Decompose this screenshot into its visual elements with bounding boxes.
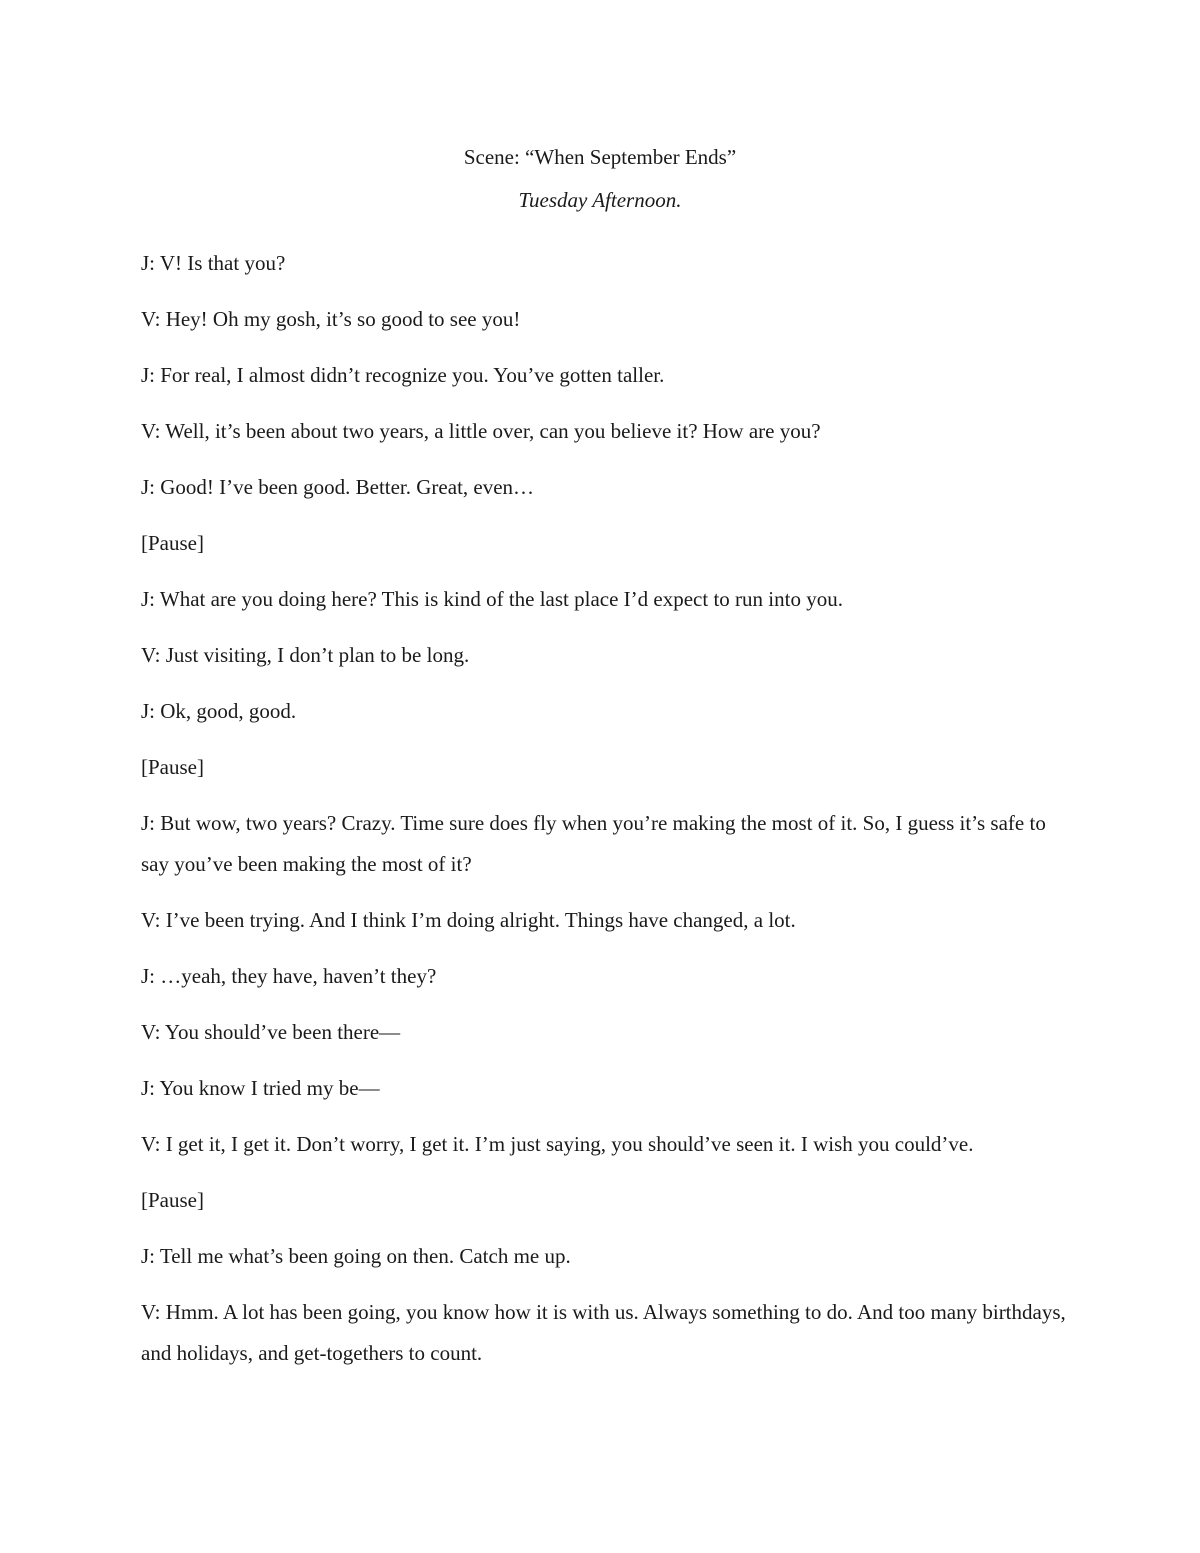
dialogue-line: J: For real, I almost didn’t recognize you. You’ve gotten taller. (141, 363, 665, 387)
scene-title: Scene: “When September Ends” (463, 145, 737, 169)
dialogue-line: V: Well, it’s been about two years, a little over, can you believe it? How are you? (141, 419, 821, 443)
dialogue-line: J: …yeah, they have, haven’t they? (141, 964, 437, 988)
stage-direction: [Pause] (141, 755, 204, 779)
dialogue-line: J: You know I tried my be— (141, 1076, 380, 1100)
dialogue-line: J: Ok, good, good. (141, 699, 297, 723)
dialogue-line: J: V! Is that you? (141, 251, 286, 275)
dialogue-line: V: I’ve been trying. And I think I’m doing alright. Things have changed, a lot. (141, 908, 796, 932)
dialogue-line: V: Hey! Oh my gosh, it’s so good to see you! (141, 307, 521, 331)
dialogue-line: J: Good! I’ve been good. Better. Great, even… (141, 475, 535, 499)
dialogue-line: J: What are you doing here? This is kind of the last place I’d expect to run into you. (141, 587, 843, 611)
dialogue-line: V: Just visiting, I don’t plan to be long. (141, 643, 470, 667)
dialogue-line: V: I get it, I get it. Don’t worry, I get it. I’m just saying, you should’ve seen it. I wish you could’ve. (141, 1132, 974, 1156)
dialogue-line: J: But wow, two years? Crazy. Time sure does fly when you’re making the most of it. So, I guess it’s safe to say you’ve been making the most of it? (141, 811, 1046, 876)
stage-direction: [Pause] (141, 531, 204, 555)
dialogue-line: J: Tell me what’s been going on then. Catch me up. (141, 1244, 571, 1268)
stage-direction: [Pause] (141, 1188, 204, 1212)
dialogue-line: V: You should’ve been there— (141, 1020, 401, 1044)
dialogue-body (141, 243, 1066, 1389)
dialogue-line: V: Hmm. A lot has been going, you know how it is with us. Always something to do. And too many birthdays, and holidays, and get-togethers to count. (141, 1300, 1066, 1365)
scene-subtitle: Tuesday Afternoon. (518, 188, 682, 212)
